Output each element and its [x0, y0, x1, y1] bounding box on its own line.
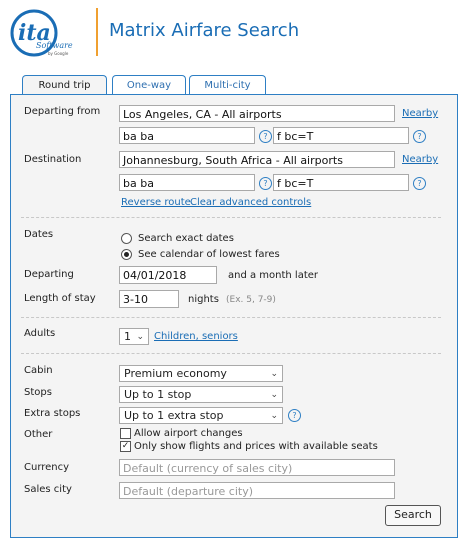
departing-from-input[interactable]: Los Angeles, CA - All airports [119, 105, 395, 122]
departing-route-codes-input[interactable]: ba ba [119, 127, 255, 144]
adults-label: Adults [24, 328, 56, 339]
extra-stops-value: Up to 1 extra stop [124, 409, 224, 422]
departing-date-label: Departing [24, 269, 74, 280]
available-seats-label: Only show flights and prices with available seats [134, 441, 378, 452]
currency-label: Currency [24, 462, 70, 473]
currency-input[interactable]: Default (currency of sales city) [119, 459, 395, 476]
destination-route-codes-input[interactable]: ba ba [119, 174, 255, 191]
fare-codes-help-icon[interactable]: ? [413, 130, 426, 143]
reverse-route-link[interactable]: Reverse route [121, 197, 191, 208]
departing-date-suffix: and a month later [228, 270, 319, 281]
adults-select[interactable] [119, 328, 149, 345]
departing-nearby-link[interactable]: Nearby [402, 108, 439, 119]
dates-label: Dates [24, 229, 54, 240]
chevron-down-icon: ⌄ [270, 390, 278, 400]
destination-input[interactable]: Johannesburg, South Africa - All airports [119, 151, 395, 168]
length-of-stay-input[interactable]: 3-10 [119, 290, 179, 308]
header-divider [96, 8, 98, 56]
length-of-stay-label: Length of stay [24, 293, 96, 304]
cabin-value: Premium economy [124, 367, 227, 380]
extra-stops-help-icon[interactable]: ? [288, 409, 301, 422]
stops-value: Up to 1 stop [124, 388, 192, 401]
sales-city-label: Sales city [24, 484, 72, 495]
cabin-select[interactable] [119, 365, 283, 382]
chevron-down-icon: ⌄ [270, 369, 278, 379]
destination-fare-codes-input[interactable]: f bc=T [273, 174, 409, 191]
tab-round-trip[interactable]: Round trip [22, 75, 107, 96]
route-codes-help-icon[interactable]: ? [259, 130, 272, 143]
ita-software-logo [8, 8, 90, 58]
chevron-down-icon: ⌄ [136, 332, 144, 342]
cabin-label: Cabin [24, 365, 53, 376]
exact-dates-label: Search exact dates [138, 233, 234, 244]
allow-airport-changes-label: Allow airport changes [134, 428, 243, 439]
page-title: Matrix Airfare Search [109, 20, 300, 41]
logo-sub: Software [36, 41, 73, 50]
allow-airport-changes-checkbox[interactable] [120, 428, 131, 439]
destination-nearby-link[interactable]: Nearby [402, 154, 439, 165]
calendar-fares-label: See calendar of lowest fares [138, 249, 280, 260]
extra-stops-select[interactable] [119, 407, 283, 424]
stops-label: Stops [24, 387, 52, 398]
logo-text: ita [18, 20, 51, 46]
other-label: Other [24, 429, 53, 440]
fare-codes-help-icon-2[interactable]: ? [413, 177, 426, 190]
search-form-panel [10, 94, 458, 538]
search-button[interactable]: Search [385, 505, 441, 526]
destination-label: Destination [24, 154, 82, 165]
children-seniors-link[interactable]: Children, seniors [154, 331, 238, 342]
radio-calendar-fares[interactable] [121, 249, 132, 260]
radio-exact-dates[interactable] [121, 233, 132, 244]
extra-stops-label: Extra stops [24, 408, 81, 419]
adults-value: 1 [124, 330, 131, 343]
available-seats-checkbox[interactable]: ✓ [121, 441, 130, 451]
departing-from-label: Departing from [24, 106, 101, 117]
clear-advanced-controls-link[interactable]: Clear advanced controls [190, 197, 312, 208]
stay-unit-label: nights [188, 294, 219, 305]
tab-one-way[interactable]: One-way [112, 75, 186, 95]
route-codes-help-icon-2[interactable]: ? [259, 177, 272, 190]
stay-hint: (Ex. 5, 7-9) [226, 295, 276, 305]
section-divider-2 [21, 317, 441, 318]
section-divider-3 [21, 353, 441, 354]
tab-multi-city[interactable]: Multi-city [189, 75, 266, 95]
section-divider [21, 217, 441, 218]
departing-date-input[interactable]: 04/01/2018 [119, 266, 217, 284]
sales-city-input[interactable]: Default (departure city) [119, 482, 395, 499]
chevron-down-icon: ⌄ [270, 411, 278, 421]
departing-fare-codes-input[interactable]: f bc=T [273, 127, 409, 144]
logo-by: by Google [48, 51, 69, 56]
stops-select[interactable] [119, 386, 283, 403]
